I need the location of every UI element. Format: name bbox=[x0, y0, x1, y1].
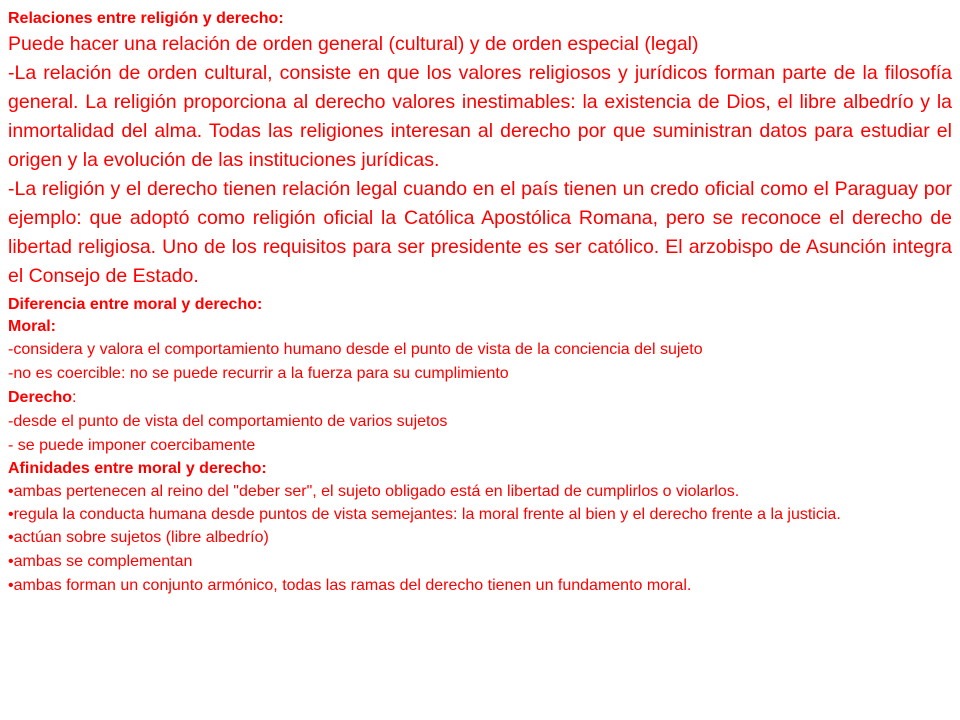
heading-afinidades: Afinidades entre moral y derecho: bbox=[8, 460, 267, 477]
derecho-item: - se puede imponer coercibamente bbox=[8, 437, 256, 454]
legal-relation-paragraph: -La religión y el derecho tienen relación legal cuando en el país tienen un credo oficial como el Paraguay por ejemplo: que adoptó como religión oficial la Católica Apostólica Romana, pero se reconoce el derecho de libertad religiosa. Uno de los requisitos para ser presidente es ser católico. El arzobispo de Asunción integra el Consejo de Estado. bbox=[8, 178, 952, 287]
cultural-relation-paragraph: -La relación de orden cultural, consiste en que los valores religiosos y jurídicos forman parte de la filosofía general. La religión proporciona al derecho valores inestimables: la existencia de Dios, el libre albedrío y la inmortalidad del alma. Todas las religiones interesan al derecho por que suministran datos para estudiar el origen y la evolución de las instituciones jurídicas. bbox=[8, 62, 952, 171]
heading-religion-derecho: Relaciones entre religión y derecho: bbox=[8, 10, 284, 27]
afinidad-item: •regula la conducta humana desde puntos de vista semejantes: la moral frente al bien y el derecho frente a la justicia. bbox=[8, 506, 841, 523]
afinidad-item: •actúan sobre sujetos (libre albedrío) bbox=[8, 529, 269, 546]
slide-content bbox=[8, 8, 952, 598]
moral-item: -considera y valora el comportamiento humano desde el punto de vista de la conciencia del sujeto bbox=[8, 341, 703, 358]
heading-diferencia: Diferencia entre moral y derecho: bbox=[8, 296, 263, 313]
afinidad-item: •ambas se complementan bbox=[8, 553, 193, 570]
derecho-item: -desde el punto de vista del comportamiento de varios sujetos bbox=[8, 413, 448, 430]
moral-item: -no es coercible: no se puede recurrir a la fuerza para su cumplimiento bbox=[8, 365, 509, 382]
derecho-label: Derecho bbox=[8, 389, 73, 406]
afinidad-item: •ambas pertenecen al reino del "deber ser", el sujeto obligado está en libertad de cumplirlos o violarlos. bbox=[8, 483, 740, 500]
derecho-colon: : bbox=[72, 389, 77, 406]
moral-label: Moral: bbox=[8, 318, 56, 335]
afinidad-item: •ambas forman un conjunto armónico, todas las ramas del derecho tienen un fundamento moral. bbox=[8, 577, 692, 594]
intro-paragraph: Puede hacer una relación de orden general (cultural) y de orden especial (legal) bbox=[8, 33, 699, 55]
derecho-label-line bbox=[8, 386, 952, 410]
